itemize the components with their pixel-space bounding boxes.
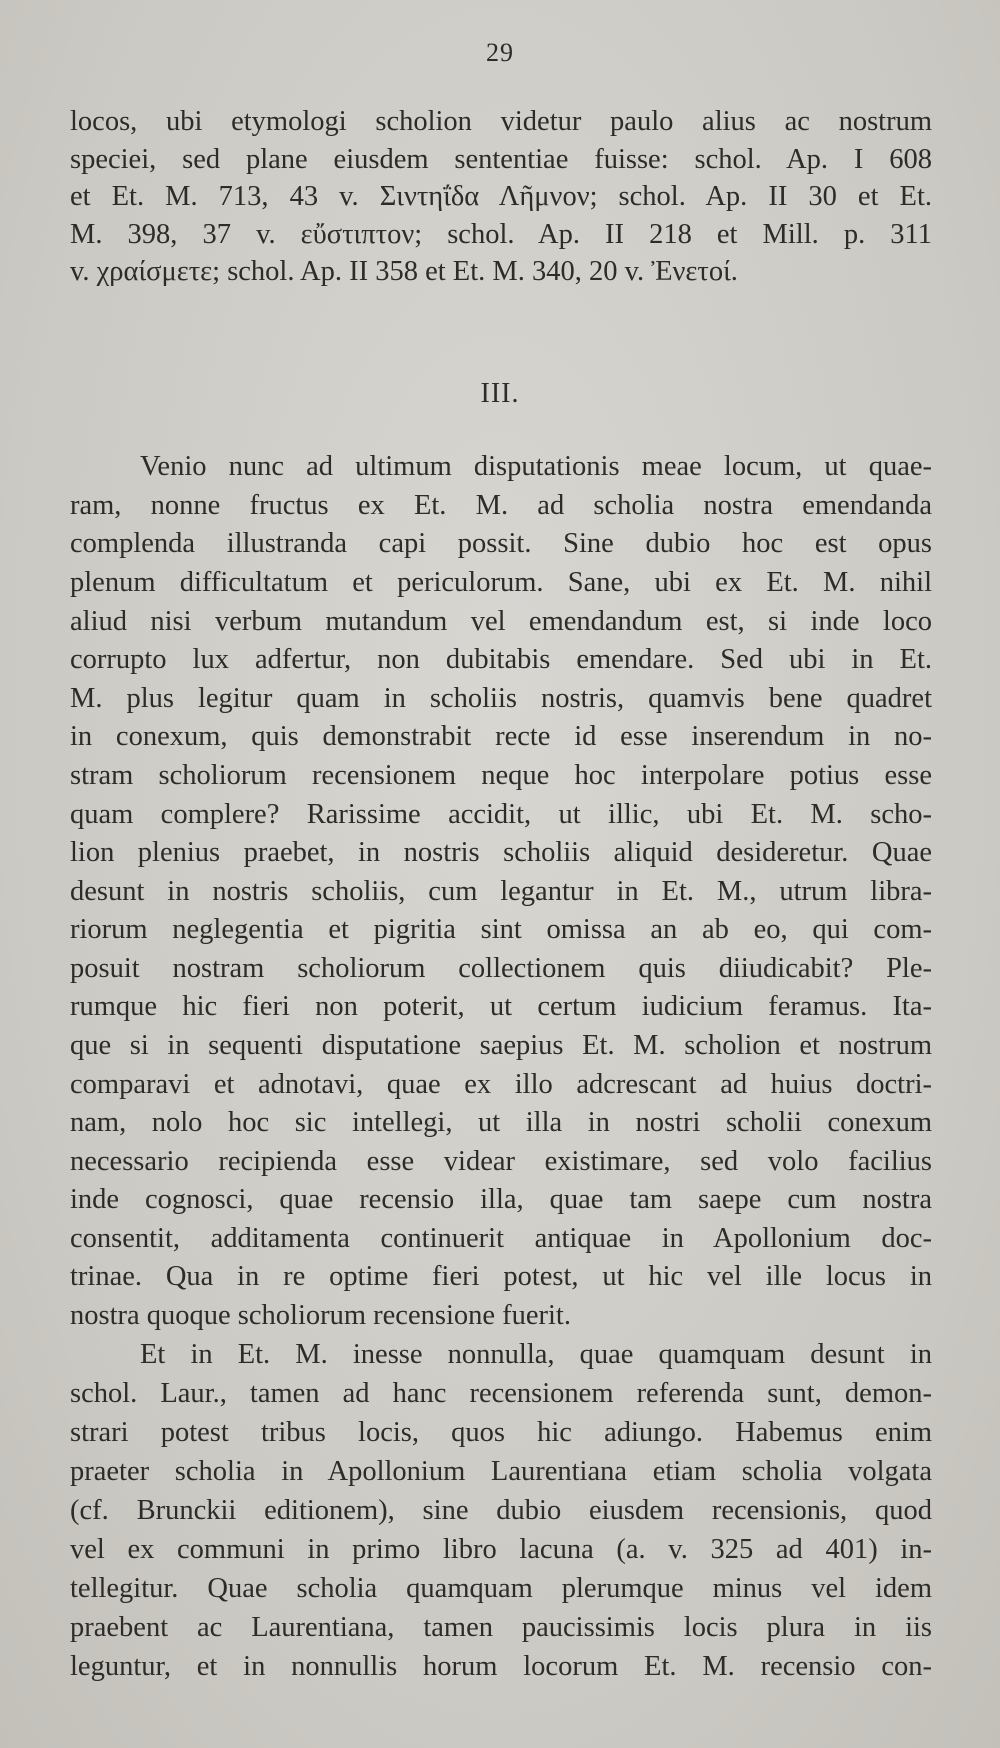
- text-line: v. χραίσμετε; schol. Ap. II 358 et Et. M. 340, 20 v. Ἐνετοί.: [70, 256, 738, 287]
- text-line: M. 398, 37 v. εὔστιπτον; schol. Ap. II 218 et Mill. p. 311: [70, 219, 932, 250]
- text-line: schol. Laur., tamen ad hanc recensionem referenda sunt, demon-: [70, 1378, 932, 1409]
- text-line: ram, nonne fructus ex Et. M. ad scholia nostra emendanda: [70, 490, 932, 521]
- text-line: strari potest tribus locis, quos hic adiungo. Habemus enim: [70, 1417, 932, 1448]
- text-line: (cf. Brunckii editionem), sine dubio eiusdem recensionis, quod: [70, 1495, 932, 1526]
- text-line: comparavi et adnotavi, quae ex illo adcrescant ad huius doctri-: [70, 1069, 932, 1100]
- text-line: trinae. Qua in re optime fieri potest, ut hic vel ille locus in: [70, 1261, 932, 1292]
- text-line: que si in sequenti disputatione saepius Et. M. scholion et nostrum: [70, 1030, 932, 1061]
- text-line: praeter scholia in Apollonium Laurentiana etiam scholia volgata: [70, 1456, 932, 1487]
- text-line: rumque hic fieri non poterit, ut certum iudicium feramus. Ita-: [70, 991, 932, 1022]
- text-line: in conexum, quis demonstrabit recte id esse inserendum in no-: [70, 721, 932, 752]
- text-line: plenum difficultatum et periculorum. Sane, ubi ex Et. M. nihil: [70, 567, 932, 598]
- section-heading: III.: [480, 378, 520, 409]
- text-line: posuit nostram scholiorum collectionem quis diiudicabit? Ple-: [70, 953, 932, 984]
- text-line: corrupto lux adfertur, non dubitabis emendare. Sed ubi in Et.: [70, 644, 932, 675]
- text-line: praebent ac Laurentiana, tamen paucissimis locis plura in iis: [70, 1612, 932, 1643]
- text-line: Et in Et. M. inesse nonnulla, quae quamquam desunt in: [140, 1339, 932, 1370]
- text-line: aliud nisi verbum mutandum vel emendandum est, si inde loco: [70, 606, 932, 637]
- text-line: consentit, additamenta continuerit antiquae in Apollonium doc-: [70, 1223, 932, 1254]
- text-line: speciei, sed plane eiusdem sententiae fuisse: schol. Ap. I 608: [70, 144, 932, 175]
- text-line: tellegitur. Quae scholia quamquam plerumque minus vel idem: [70, 1573, 932, 1604]
- text-line: vel ex communi in primo libro lacuna (a. v. 325 ad 401) in-: [70, 1534, 932, 1565]
- text-line: nam, nolo hoc sic intellegi, ut illa in nostri scholii conexum: [70, 1107, 932, 1138]
- text-line: Venio nunc ad ultimum disputationis meae locum, ut quae-: [140, 451, 932, 482]
- text-line: leguntur, et in nonnullis horum locorum Et. M. recensio con-: [70, 1651, 932, 1682]
- text-line: nostra quoque scholiorum recensione fuerit.: [70, 1300, 571, 1331]
- text-line: inde cognosci, quae recensio illa, quae tam saepe cum nostra: [70, 1184, 932, 1215]
- text-line: desunt in nostris scholiis, cum legantur in Et. M., utrum libra-: [70, 876, 932, 907]
- text-line: complenda illustranda capi possit. Sine dubio hoc est opus: [70, 528, 932, 559]
- text-line: quam complere? Rarissime accidit, ut illic, ubi Et. M. scho-: [70, 799, 932, 830]
- text-line: et Et. M. 713, 43 v. Σιντηΐδα Λῆμνον; schol. Ap. II 30 et Et.: [70, 181, 932, 212]
- text-line: M. plus legitur quam in scholiis nostris, quamvis bene quadret: [70, 683, 932, 714]
- text-line: lion plenius praebet, in nostris scholiis aliquid desideretur. Quae: [70, 837, 932, 868]
- page-number: 29: [486, 38, 514, 67]
- text-line: necessario recipienda esse videar existimare, sed volo facilius: [70, 1146, 932, 1177]
- text-line: stram scholiorum recensionem neque hoc interpolare potius esse: [70, 760, 932, 791]
- text-line: locos, ubi etymologi scholion videtur paulo alius ac nostrum: [70, 106, 932, 137]
- text-line: riorum neglegentia et pigritia sint omissa an ab eo, qui com-: [70, 914, 932, 945]
